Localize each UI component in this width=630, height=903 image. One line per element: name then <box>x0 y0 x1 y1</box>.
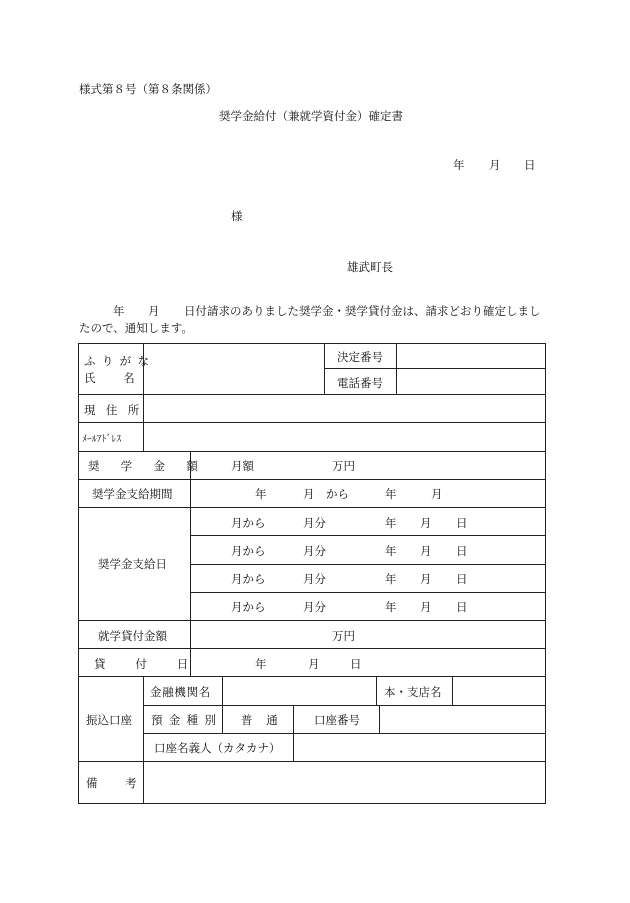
form-number: 様式第８号（第８条関係） <box>79 82 217 96</box>
scholarship-amount-label: 奨学金額 <box>88 459 220 473</box>
addressee-suffix: 様 <box>231 209 243 223</box>
account-holder-field[interactable] <box>294 734 545 761</box>
payment-date-label: 奨学金支給日 <box>98 557 167 571</box>
payment-row-month: 月 <box>420 600 432 614</box>
body-month: 月 <box>148 304 160 318</box>
period-year2: 年 <box>385 487 397 501</box>
name-field[interactable] <box>144 344 324 394</box>
account-number-field[interactable] <box>380 706 545 733</box>
loan-date-label: 貸付日 <box>94 657 219 671</box>
issuer: 雄武町長 <box>347 260 393 274</box>
furigana-label: ふりがな <box>84 354 156 368</box>
payment-row-portion: 月分 <box>303 544 326 558</box>
bank-transfer-label: 振込口座 <box>86 713 132 727</box>
payment-row-portion: 月分 <box>303 600 326 614</box>
date-day: 日 <box>524 158 536 172</box>
body-year: 年 <box>113 304 125 318</box>
period-month2: 月 <box>431 487 443 501</box>
body-text-line2: たので、通知します。 <box>79 321 193 335</box>
payment-row-day: 日 <box>456 572 468 586</box>
name-label: 氏名 <box>84 371 163 385</box>
body-text-line1: 日付請求のありました奨学金・奨学貸付金は、請求どおり確定しまし <box>184 304 541 318</box>
loan-amount-label: 就学貸付金額 <box>98 629 167 643</box>
man-yen-label: 万円 <box>332 459 355 473</box>
address-field[interactable] <box>144 395 545 422</box>
branch-label: 本・支店名 <box>384 685 442 699</box>
bank-name-field[interactable] <box>223 677 376 705</box>
payment-row-day: 日 <box>456 600 468 614</box>
payment-row-day: 日 <box>456 544 468 558</box>
loan-man-yen-label: 万円 <box>332 629 355 643</box>
date-year: 年 <box>453 158 465 172</box>
bank-name-label: 金融機関名 <box>150 685 211 699</box>
payment-row-from: 月から <box>231 544 266 558</box>
phone-number-field[interactable] <box>397 369 545 394</box>
payment-row-year: 年 <box>385 516 397 530</box>
account-holder-label: 口座名義人（カタカナ） <box>154 741 281 755</box>
branch-field[interactable] <box>453 677 545 705</box>
loan-date-month: 月 <box>308 657 320 671</box>
payment-row-from: 月から <box>231 600 266 614</box>
date-month: 月 <box>489 158 501 172</box>
payment-row-year: 年 <box>385 544 397 558</box>
payment-row-month: 月 <box>420 516 432 530</box>
payment-row-year: 年 <box>385 572 397 586</box>
payment-row-portion: 月分 <box>303 516 326 530</box>
phone-number-label: 電話番号 <box>337 376 383 390</box>
email-field[interactable] <box>144 423 545 451</box>
payment-row-from: 月から <box>231 572 266 586</box>
decision-number-label: 決定番号 <box>337 350 383 364</box>
period-month: 月 <box>303 487 315 501</box>
payment-period-label: 奨学金支給期間 <box>92 487 173 501</box>
document-title: 奨学金給付（兼就学資付金）確定書 <box>219 109 403 123</box>
payment-row-day: 日 <box>456 516 468 530</box>
ordinary-option[interactable]: 普通 <box>241 713 292 727</box>
payment-row-month: 月 <box>420 572 432 586</box>
form-table <box>78 343 546 803</box>
account-number-label: 口座番号 <box>314 713 360 727</box>
period-year: 年 <box>255 487 267 501</box>
account-type-label: 預金種別 <box>151 713 223 727</box>
payment-row-portion: 月分 <box>303 572 326 586</box>
remarks-label: 備考 <box>86 776 165 790</box>
email-label: ﾒｰﾙｱﾄﾞﾚｽ <box>82 434 122 445</box>
payment-row-year: 年 <box>385 600 397 614</box>
period-from: から <box>326 487 349 501</box>
monthly-label: 月額 <box>231 459 254 473</box>
address-label: 現住所 <box>84 403 150 417</box>
remarks-field[interactable] <box>144 762 545 803</box>
decision-number-field[interactable] <box>397 344 545 368</box>
payment-row-month: 月 <box>420 544 432 558</box>
loan-date-year: 年 <box>255 657 267 671</box>
loan-date-day: 日 <box>350 657 362 671</box>
payment-row-from: 月から <box>231 516 266 530</box>
